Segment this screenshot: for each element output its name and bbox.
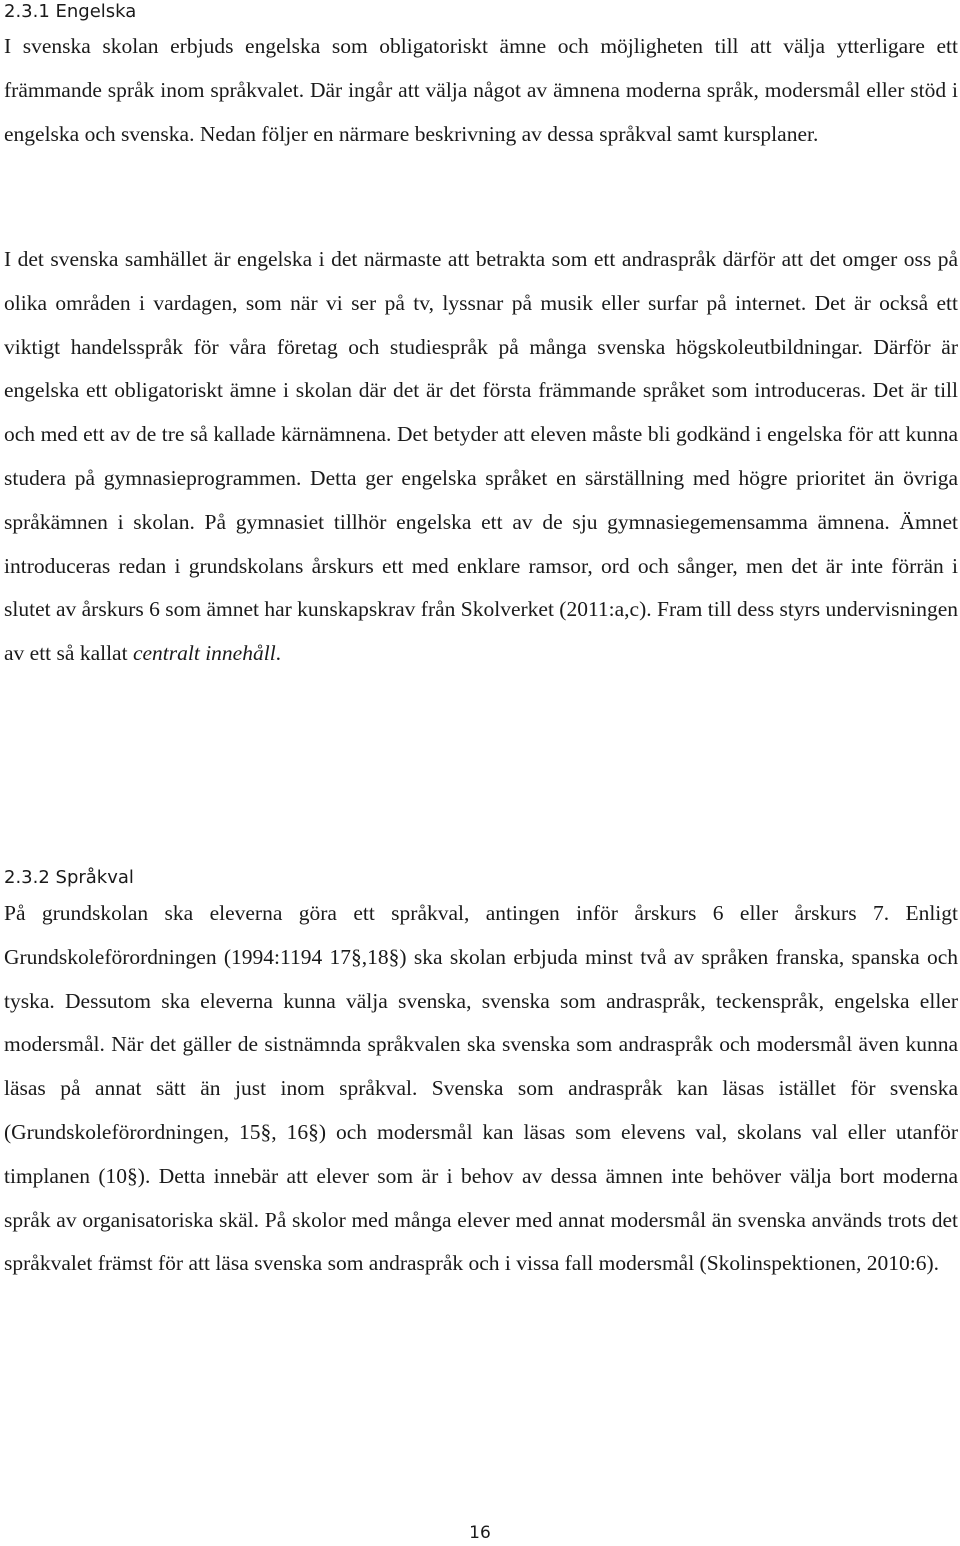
- section-heading-sprakval: 2.3.2 Språkval: [4, 867, 134, 888]
- paragraph-engelska-body-text: I det svenska samhället är engelska i det närmaste att betrakta som ett andraspråk därför att det omger oss på olika områden i vardagen, som när vi ser på tv, lyssnar på musik eller surfar på internet. Det är också ett viktigt handelsspråk för våra företag och studiespråk på många svenska högskoleutbildningar. Därför är engelska ett obligatoriskt ämne i skolan där det är det första främmande språket som introduceras. Det är till och med ett av de tre så kallade kärnämnena. Det betyder att eleven måste bli godkänd i engelska för att kunna studera på gymnasieprogrammen. Detta ger engelska språket en särställning med högre prioritet än övriga språkämnen i skolan. På gymnasiet tillhör engelska ett av de sju gymnasiegemensamma ämnena. Ämnet introduceras redan i grundskolans årskurs ett med enklare ramsor, ord och sånger, men det är inte förrän i slutet av årskurs 6 som ämnet har kunskapskrav från Skolverket (2011:a,c). Fram till dess styrs undervisningen av ett så kallat: [4, 247, 958, 666]
- paragraph-end-punctuation: .: [275, 641, 282, 666]
- paragraph-sprakval: På grundskolan ska eleverna göra ett språkval, antingen inför årskurs 6 eller årskurs 7. Enligt Grundskoleförordningen (1994:1194 17§,18§) ska skolan erbjuda minst två av språken franska, spanska och tyska. Dessutom ska eleverna kunna välja svenska, svenska som andraspråk, teckenspråk, engelska eller modersmål. När det gäller de sistnämnda språkvalen ska svenska som andraspråk och modersmål även kunna läsas på annat sätt än just inom språkval. Svenska som andraspråk kan läsas istället för svenska (Grundskoleförordningen, 15§, 16§) och modersmål kan läsas som elevens val, skolans val eller utanför timplanen (10§). Detta innebär att elever som är i behov av dessa ämnen inte behöver välja bort moderna språk av organisatoriska skäl. På skolor med många elever med annat modersmål än svenska används trots det språkvalet främst för att läsa svenska som andraspråk och i vissa fall modersmål (Skolinspektionen, 2010:6).: [4, 901, 958, 1276]
- italic-term: centralt innehåll: [132, 641, 276, 666]
- paragraph-engelska-intro: I svenska skolan erbjuds engelska som obligatoriskt ämne och möjligheten till att välja ytterligare ett främmande språk inom språkvalet. Där ingår att välja något av ämnena moderna språk, modersmål eller stöd i engelska och svenska. Nedan följer en närmare beskrivning av dessa språkval samt kursplaner.: [4, 34, 958, 146]
- page-number: 16: [469, 1523, 491, 1543]
- section-heading-engelska: 2.3.1 Engelska: [4, 1, 137, 22]
- paragraph-engelska-body: [4, 238, 958, 676]
